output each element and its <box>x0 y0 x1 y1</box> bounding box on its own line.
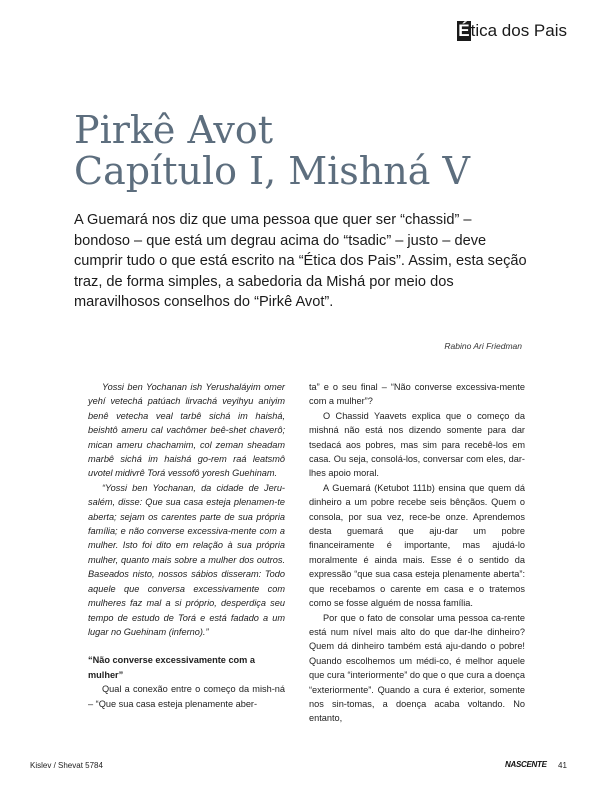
body-paragraph: Qual a conexão entre o começo da mish-ná – “Que sua casa esteja plenamente aber- <box>88 684 285 709</box>
article-title <box>74 110 470 192</box>
title-line-2: Capítulo I, Mishná V <box>74 149 470 193</box>
section-name: tica dos Pais <box>470 21 567 40</box>
mishna-transliteration: Yossi ben Yochanan ish Yerushaláyim omer yehí vetechá patúach lirvachá veyihyu aniyim benê vetecha veal tarbê sichá im haishá, beishtô ameru cal vachômer beê-shet chaverô; mican ameru chachamim, col zeman sheadam marbê sichá im haishá go-rem raá leatsmô uvotel midivrê Torá vessofô yoresh Guehinam. <box>88 382 285 479</box>
body-paragraph: ta” e o seu final – “Não converse excessiva-mente com a mulher”? <box>309 382 525 407</box>
right-column <box>309 380 525 726</box>
body-paragraph: A Guemará (Ketubot 111b) ensina que quem dá dinheiro a um pobre recebe seis bênçãos. Quem o consola, por sua vez, rece-be onze. Aprendemos desta guemará que aju-dar um pobre financeiramente é importante, mas ajudá-lo moralmente é ainda mais. Esse é o sentido da expressão “que sua casa esteja plenamente aberta”: que recebamos o carente em casa e o tratemos como se fosse alguém de nossa família. <box>309 482 525 609</box>
left-column <box>88 380 285 711</box>
body-paragraph: Por que o fato de consolar uma pessoa ca-rente está num nível mais alto do que dar-lhe dinheiro? Quem dá dinheiro também está aju-dando o pobre! Quando escolhemos um médi-co, é melhor aquele que cura “interiormente” do que o que cura a doença “exteriormente”. Quando a cura é exterior, somente nos sin-tomas, a doença acaba voltando. No entanto, <box>309 612 525 724</box>
body-paragraph: O Chassid Yaavets explica que o começo da mishná não está nos dizendo somente para dar tsedacá aos pobres, mas sim para recebê-los em casa. Ou seja, consolá-los, conversar com eles, dar-lhes apoio moral. <box>309 410 525 479</box>
issue-date: Kislev / Shevat 5784 <box>30 761 103 770</box>
intro-paragraph: A Guemará nos diz que uma pessoa que quer ser “chassid” – bondoso – que está um degrau acima do “tsadic” – justo – deve cumprir tudo o que está escrito na “Ética dos Pais”. Assim, esta seção traz, de forma simples, a sabedoria da Mishá por meio dos maravilhosos conselhos do “Pirkê Avot”. <box>74 212 527 310</box>
title-line-1: Pirkê Avot <box>74 108 273 152</box>
magazine-logo: NASCENTE <box>505 760 547 769</box>
mishna-translation: “Yossi ben Yochanan, da cidade de Jeru-salém, disse: Que sua casa esteja plenamen-te aberta; sejam os carentes parte de sua própria família; e não converse excessiva-mente com a mulher. Isto foi dito em relação à sua própria mulher, quanto mais sobre a mulher dos outros. Baseados nisto, nossos sábios disseram: Todo aquele que conversa excessivamente com mulheres faz mal a si próprio, desperdiça seu tempo de estudo de Torá e está fadado a um lugar no Guehinam (inferno).” <box>88 482 285 637</box>
subheading: “Não converse excessivamente com a mulher” <box>88 655 255 680</box>
author-byline: Rabino Ari Friedman <box>444 341 522 351</box>
section-tag <box>457 20 567 42</box>
page-number: 41 <box>558 761 567 770</box>
section-initial: É <box>458 21 470 40</box>
